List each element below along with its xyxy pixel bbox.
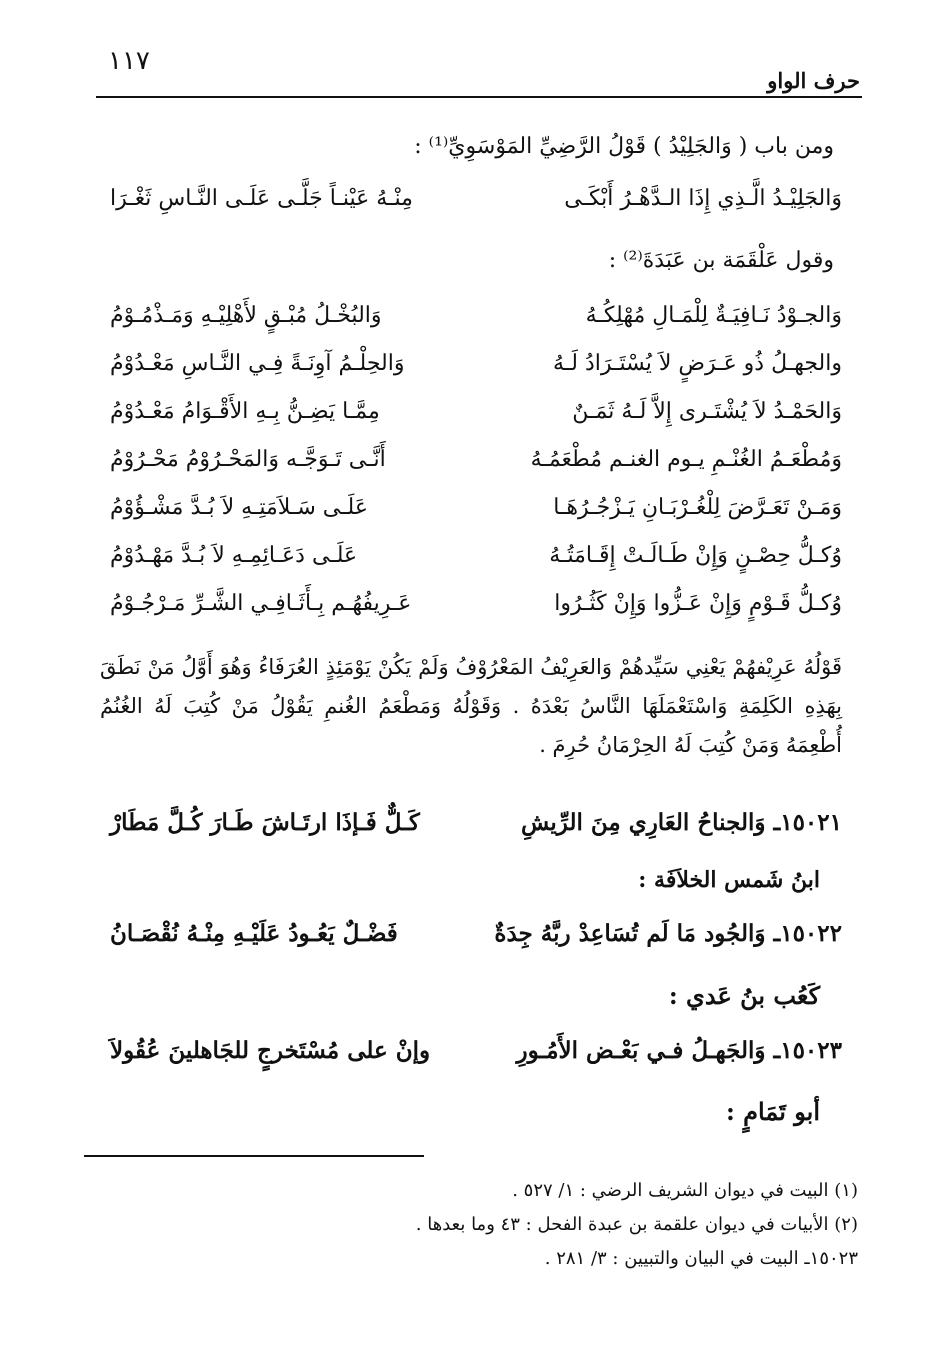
verse-second-hemistich: أَنَّـى تَـوَجَّـه وَالمَحْـرُوْمُ مَحْـرُوْمُ bbox=[110, 447, 386, 472]
verse-first-hemistich: والجهـلُ ذُو عَـرَضٍ لاَ يُسْتَـرَادُ لَـهُ bbox=[553, 351, 842, 376]
verse-line bbox=[110, 399, 842, 439]
entry-first-hemistich: ١٥٠٢٣ـ وَالجَهـلُ فـي بَعْـض الأَمُـورِ bbox=[516, 1037, 842, 1064]
verse-line bbox=[110, 447, 842, 487]
footnote: (١) البيت في ديوان الشريف الرضي : ١/ ٥٢٧ . bbox=[512, 1180, 858, 1201]
verse-first-hemistich: وُكـلُّ قَـوْمٍ وَإِنْ عَـزُّوا وَإِنْ كَثُـرُوا bbox=[554, 591, 842, 616]
verse-line bbox=[110, 303, 842, 343]
verse-line bbox=[110, 543, 842, 583]
entry-verse bbox=[110, 809, 842, 849]
verse-second-hemistich: وَالبُخْـلُ مُبْـقٍ لأَهْلِيْـهِ وَمَـذْمُـوْمُ bbox=[110, 303, 382, 328]
verse-second-hemistich: مِمَّـا يَضِـنُّ بِـهِ الأَقْـوَامُ مَعْـدُوْمُ bbox=[110, 399, 380, 424]
entry-first-hemistich: ١٥٠٢١ـ وَالجناحُ العَارِي مِنَ الرِّيشِ bbox=[521, 809, 842, 836]
verse-second-hemistich: مِنْـهُ عَيْنـاً جَلَّـى عَلَـى النَّـاسِ ثَغْـرَا bbox=[110, 186, 413, 211]
verse-first-hemistich: وُكـلُّ حِصْـنٍ وَإِنْ طَـالَـتْ إِقَـامَتُـهُ bbox=[549, 543, 842, 568]
footnote-divider bbox=[84, 1155, 424, 1157]
footnote: (٢) الأبيات في ديوان علقمة بن عبدة الفحل : ٤٣ وما بعدها . bbox=[415, 1214, 858, 1235]
intro-line-2: وقول عَلْقَمَة بن عَبَدَةَ⁽²⁾ : bbox=[608, 248, 834, 273]
verse-line bbox=[110, 591, 842, 631]
section-title: حرف الواو bbox=[767, 68, 860, 93]
poet-name: كَعُب بنُ عَدي : bbox=[668, 981, 820, 1010]
verse-first-hemistich: وَالجـوْدُ نَـافِيَـةٌ لِلْمَـالِ مُهْلِكُـهُ bbox=[585, 303, 842, 328]
entry-second-hemistich: كَـلٌّ فَـإذَا ارتَـاشَ طَـارَ كُـلَّ مَطَارْ bbox=[110, 809, 420, 836]
entry-first-hemistich: ١٥٠٢٢ـ وَالجُود مَا لَم تُسَاعِدْ ربَّهُ جِدَةٌ bbox=[494, 920, 842, 947]
intro-line-1: ومن باب ( وَالجَلِيْدُ ) قَوْلُ الرَّضِيِّ المَوْسَوِيِّ⁽¹⁾ : bbox=[414, 134, 834, 159]
page-number: ١١٧ bbox=[108, 46, 150, 76]
footnote: ١٥٠٢٣ـ البيت في البيان والتبيين : ٣/ ٢٨١ . bbox=[544, 1248, 858, 1269]
verse-second-hemistich: عَـرِيفُهُـم بِـأَثَـافِـي الشَّـرِّ مَـرْجُـوْمُ bbox=[110, 591, 412, 616]
entry-verse bbox=[110, 1037, 842, 1077]
verse-second-hemistich: عَلَـى دَعَـائِمِـهِ لاَ بُـدَّ مَهْـدُوْمُ bbox=[110, 543, 358, 568]
verse-second-hemistich: عَلَـى سَـلاَمَتِـهِ لاَ بُـدَّ مَشْـؤُوْمُ bbox=[110, 495, 368, 520]
verse-first-hemistich: وَالجَلِيْـدُ الَّـذِي إِذَا الـدَّهْـرُ أَبْكَـى bbox=[564, 186, 842, 211]
verse-first-hemistich: وَالحَمْـدُ لاَ يُشْتَـرى إِلاَّ لَـهُ ثَمَـنٌ bbox=[572, 399, 842, 424]
entry-second-hemistich: فَضْـلٌ يَعُـودُ عَلَيْـهِ مِنْـهُ نُقْصَـانُ bbox=[110, 920, 398, 947]
verse-line bbox=[110, 351, 842, 391]
verse-first-hemistich: وَمُطْعَـمُ الغُنْـمِ يـوم الغنـم مُطْعَمُـهُ bbox=[530, 447, 842, 472]
poet-name: أبو تَمَامٍ : bbox=[725, 1097, 820, 1126]
verse-first-hemistich: وَمَـنْ تَعَـرَّضَ لِلْغُـرْبَـانِ يَـزْجُـرُهَـا bbox=[553, 495, 842, 520]
commentary-paragraph: قَوْلُهُ عَرِيْفهُمْ يَعْنِي سَيِّدهُمْ وَالعَرِيْفُ المَعْرُوْفُ وَلَمْ يَكُنْ يَوْمَئِذٍ العُرَفَاءُ وَهُوَ أَوَّلُ مَنْ نَطَقَ بِهَذِهِ الكَلِمَةِ وَاسْتَعْمَلَهَا النَّاسُ بَعْدَهُ . وَقَوْلُهُ وَمَطْعَمُ الغُنمِ يَقُوْلُ مَنْ كُتِبَ لَهُ الغُنُمُ أُطْعِمَهُ وَمَنْ كُتِبَ لَهُ الحِرْمَانُ حُرِمَ . bbox=[100, 655, 842, 757]
header-divider bbox=[96, 96, 862, 98]
poet-name: ابنُ شَمس الخلاَفَة : bbox=[638, 867, 820, 893]
entry-second-hemistich: وإنْ على مُسْتَخرجٍ للجَاهلينَ عُقُولاَ bbox=[110, 1037, 431, 1064]
verse-line bbox=[110, 495, 842, 535]
verse-second-hemistich: وَالحِلْـمُ آوِنَـةً فِـي النَّـاسِ مَعْـدُوْمُ bbox=[110, 351, 405, 376]
verse-line bbox=[110, 186, 842, 226]
entry-verse bbox=[110, 920, 842, 960]
